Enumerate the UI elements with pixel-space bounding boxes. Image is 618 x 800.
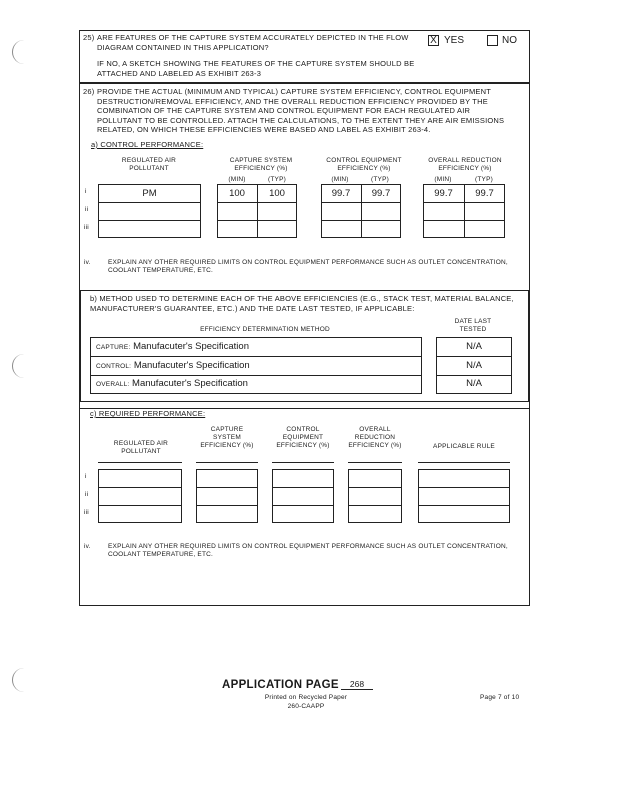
binder-hole-top: [12, 40, 25, 64]
b-capture-prefix: CAPTURE:: [96, 344, 131, 351]
b-overall-date[interactable]: N/A: [466, 378, 482, 389]
b-row-overall[interactable]: [96, 378, 248, 389]
a-control-min: (MIN): [331, 176, 349, 183]
binder-hole-bottom: [12, 668, 25, 692]
b-capture-method: Manufacuter's Specification: [133, 341, 249, 352]
a-overall-min: (MIN): [434, 176, 452, 183]
a-header-pollutant: REGULATED AIR POLLUTANT: [121, 157, 177, 172]
c-header-capture: CAPTURE SYSTEM EFFICIENCY (%): [200, 426, 254, 449]
a-row1-overall-min[interactable]: 99.7: [434, 188, 453, 199]
a-capture-min: (MIN): [228, 176, 246, 183]
b-control-date[interactable]: N/A: [466, 360, 482, 371]
c-capture-table: [196, 469, 258, 523]
a-header-capture: CAPTURE SYSTEM EFFICIENCY (%): [229, 157, 293, 172]
c-control-table: [272, 469, 334, 523]
q26-number: 26): [83, 87, 95, 96]
a-row1-pollutant[interactable]: PM: [142, 188, 157, 199]
a-control-typ: (TYP): [371, 176, 389, 183]
binder-hole-middle: [12, 354, 25, 378]
a-capture-typ: (TYP): [268, 176, 286, 183]
b-control-method: Manufacuter's Specification: [133, 360, 250, 371]
a-row-marker-3: iii: [84, 224, 89, 231]
c-header-control: CONTROL EQUIPMENT EFFICIENCY (%): [276, 426, 330, 449]
c-header-rule: APPLICABLE RULE: [433, 443, 495, 450]
a-overall-typ: (TYP): [475, 176, 493, 183]
b-overall-prefix: OVERALL:: [96, 381, 130, 388]
b-row-control[interactable]: [96, 360, 250, 371]
q25-followup: IF NO, A SKETCH SHOWING THE FEATURES OF THE CAPTURE SYSTEM SHOULD BE ATTACHED AND LABELED AS EXHIBIT 263-3: [97, 59, 415, 78]
a-header-overall: OVERALL REDUCTION EFFICIENCY (%): [428, 157, 502, 172]
footer-page-of: Page 7 of 10: [480, 694, 520, 701]
b-overall-method: Manufacuter's Specification: [132, 378, 248, 389]
footer-form-code: 260-CAAPP: [287, 703, 325, 710]
yes-label: YES: [444, 35, 465, 46]
section-b-label: b) METHOD USED TO DETERMINE EACH OF THE ABOVE EFFICIENCIES (E.G., STACK TEST, MATERIAL BALANCE, MANUFACTURER'S GUARANTEE, ETC.) AND THE DATE LAST TESTED, IF APPLICABLE:: [90, 294, 514, 313]
a-row-marker-1: i: [85, 188, 87, 195]
q25-number: 25): [83, 33, 95, 42]
b-capture-date[interactable]: N/A: [466, 341, 482, 352]
c-header-overall: OVERALL REDUCTION EFFICIENCY (%): [348, 426, 402, 449]
c-note-marker: iv.: [84, 543, 91, 550]
a-row1-control-typ[interactable]: 99.7: [371, 188, 391, 199]
c-header-pollutant: REGULATED AIR POLLUTANT: [113, 440, 169, 455]
c-rule-table: [418, 469, 510, 523]
section-a-label: a) CONTROL PERFORMANCE:: [91, 140, 204, 149]
a-row-marker-2: ii: [85, 206, 89, 213]
a-row1-capture-typ[interactable]: 100: [269, 188, 285, 199]
a-header-control: CONTROL EQUIPMENT EFFICIENCY (%): [326, 157, 402, 172]
c-overall-table: [348, 469, 402, 523]
yes-checkbox[interactable]: X: [428, 35, 439, 46]
b-header-date: DATE LAST TESTED: [454, 318, 492, 333]
a-note-marker: iv.: [84, 259, 91, 266]
b-control-prefix: CONTROL:: [96, 363, 132, 370]
footer-page-number: 268: [341, 679, 373, 690]
c-row-marker-3: iii: [84, 509, 89, 516]
a-row1-capture-min[interactable]: 100: [229, 188, 245, 199]
footer-title: APPLICATION PAGE: [222, 679, 339, 691]
q25-question: ARE FEATURES OF THE CAPTURE SYSTEM ACCURATELY DEPICTED IN THE FLOW DIAGRAM CONTAINED IN THIS APPLICATION?: [97, 33, 409, 52]
b-row-capture[interactable]: [96, 341, 249, 352]
q26-question: PROVIDE THE ACTUAL (MINIMUM AND TYPICAL) CAPTURE SYSTEM EFFICIENCY, CONTROL EQUIPMENT DESTRUCTION/REMOVAL EFFICIENCY, AND THE OVERALL REDUCTION EFFICIENCY PROVIDED BY THE COMBINATION OF THE CAPTURE SYSTEM AND CONTROL EQUIPMENT FOR EACH REGULATED AIR POLLUTANT TO BE CONTROLLED. ATTACH THE CALCULATIONS, TO THE EXTENT THEY ARE AIR EMISSIONS RELATED, ON WHICH THESE EFFICIENCIES WERE BASED AND LABEL AS EXHIBIT 263-4.: [97, 87, 505, 134]
a-note: EXPLAIN ANY OTHER REQUIRED LIMITS ON CONTROL EQUIPMENT PERFORMANCE SUCH AS OUTLET CONCENTRATION, COOLANT TEMPERATURE, ETC.: [108, 259, 508, 274]
footer-recycled: Printed on Recycled Paper: [264, 694, 348, 701]
c-pollutant-table: [98, 469, 182, 523]
b-header-method: EFFICIENCY DETERMINATION METHOD: [200, 326, 330, 333]
a-row1-control-min[interactable]: 99.7: [331, 188, 351, 199]
c-note: EXPLAIN ANY OTHER REQUIRED LIMITS ON CONTROL EQUIPMENT PERFORMANCE SUCH AS OUTLET CONCENTRATION, COOLANT TEMPERATURE, ETC.: [108, 543, 508, 558]
a-row1-overall-typ[interactable]: 99.7: [475, 188, 494, 199]
section-c-label: c) REQUIRED PERFORMANCE:: [90, 409, 206, 418]
c-row-marker-1: i: [85, 473, 87, 480]
no-label: NO: [502, 35, 517, 46]
no-checkbox[interactable]: [487, 35, 498, 46]
c-row-marker-2: ii: [85, 491, 89, 498]
